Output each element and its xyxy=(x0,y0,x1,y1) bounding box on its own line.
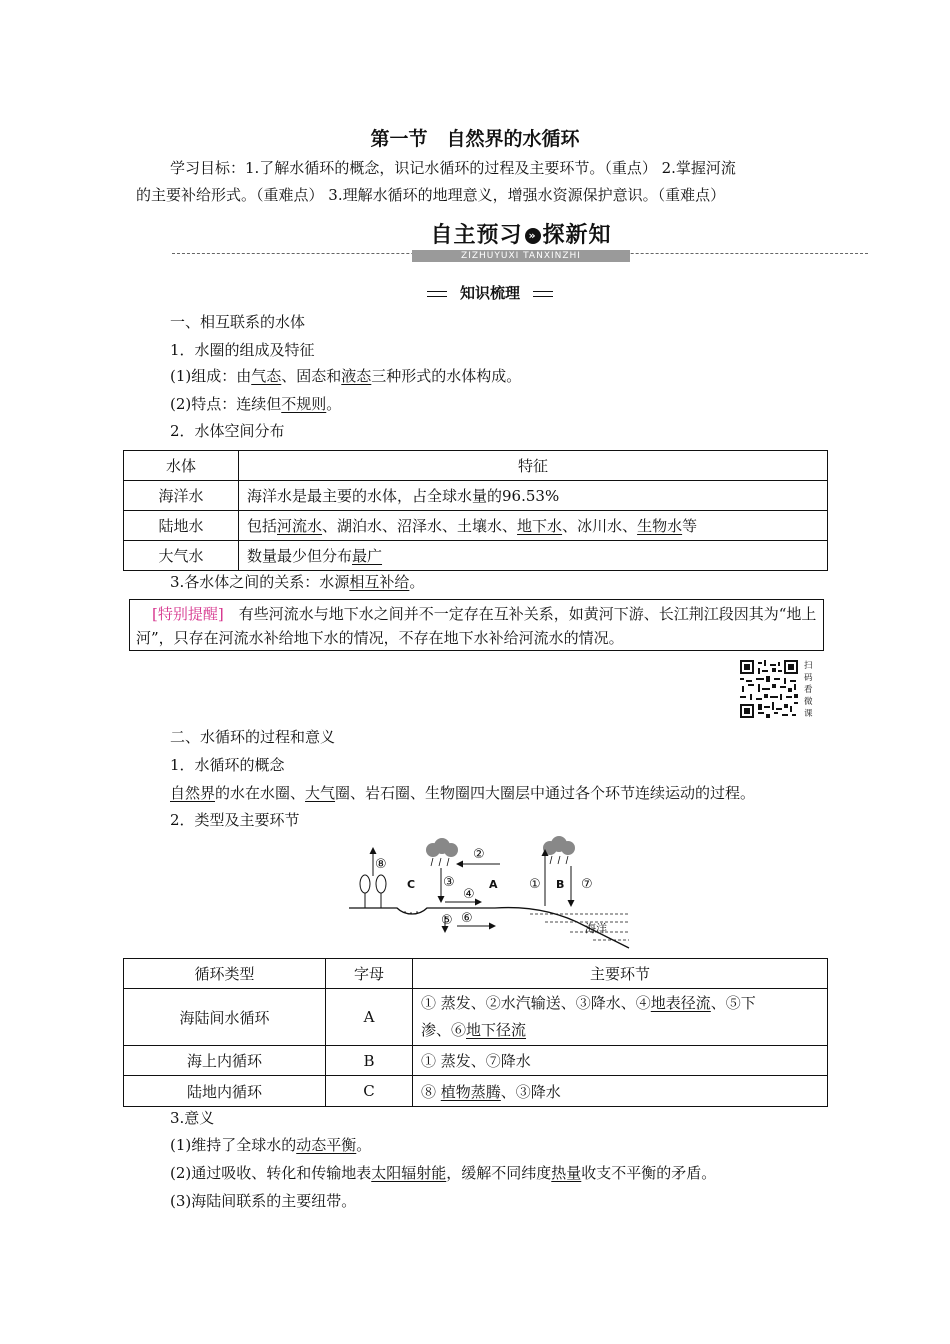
table-row xyxy=(124,541,828,571)
part1-sub2: 2．水体空间分布 xyxy=(170,422,285,440)
answer-atmosphere: 大气 xyxy=(305,784,336,802)
diagram-label: ⑤ xyxy=(441,913,453,928)
cell-line xyxy=(421,1017,819,1044)
meaning-line-2 xyxy=(170,1163,716,1183)
concept-line xyxy=(170,783,755,803)
text-span: 。 xyxy=(409,573,425,591)
table-header-row xyxy=(124,451,828,481)
table-header: 特征 xyxy=(239,451,828,481)
text-span: 、⑤下 xyxy=(710,994,756,1012)
text-span: 。 xyxy=(356,1136,372,1154)
text-span: 。 xyxy=(326,395,342,413)
water-distribution-table xyxy=(123,450,828,571)
table-cell xyxy=(413,989,828,1046)
answer-gas: 气态 xyxy=(251,367,282,385)
feature-line xyxy=(170,394,341,414)
text-span: 、湖泊水、沼泽水、土壤水、 xyxy=(322,517,518,535)
text-span: 圈、岩石圈、生物圈四大圈层中通过各个环节连续运动的过程。 xyxy=(335,784,756,802)
scan-char: 码 xyxy=(804,673,813,683)
table-row xyxy=(124,481,828,511)
special-note-box xyxy=(129,599,824,651)
scan-char: 课 xyxy=(804,709,813,719)
note-tag: [特别提醒] xyxy=(152,605,224,623)
diagram-label: A xyxy=(489,878,498,891)
section-title-text: 知识梳理 xyxy=(459,284,520,302)
water-cycle-diagram xyxy=(345,836,637,950)
table-row xyxy=(124,511,828,541)
text-span: 、③降水 xyxy=(500,1082,561,1101)
diagram-label: ⑥ xyxy=(461,911,473,926)
diagram-label: ⑦ xyxy=(581,877,593,892)
answer-dynamic-balance: 动态平衡 xyxy=(296,1136,357,1154)
objectives-line-1: 学习目标：1.了解水循环的概念，识记水循环的过程及主要环节。（重点） 2.掌握河流 xyxy=(170,159,736,177)
meaning-line-1 xyxy=(170,1135,371,1155)
diagram-label: ④ xyxy=(463,887,475,902)
section-title xyxy=(427,282,553,302)
scan-char: 微 xyxy=(804,697,813,707)
qr-code-icon[interactable] xyxy=(740,660,798,718)
answer-nature: 自然界 xyxy=(170,784,216,802)
part2-sub2: 2．类型及主要环节 xyxy=(170,811,300,829)
meaning-line-3: (3)海陆间联系的主要纽带。 xyxy=(170,1192,357,1210)
banner-left-text: 自主预习 xyxy=(430,223,523,248)
ocean-label: 海洋 xyxy=(585,922,607,935)
sea-surface xyxy=(530,914,629,940)
table-cell: 海陆间水循环 xyxy=(124,989,326,1046)
banner-arrow-icon: » xyxy=(525,228,541,244)
scan-label xyxy=(804,660,816,720)
text-span: ① 蒸发、②水汽输送、③降水、④ xyxy=(421,994,651,1012)
page-title: 第一节 自然界的水循环 xyxy=(370,128,580,150)
objectives-line-2: 的主要补给形式。（重难点） 3.理解水循环的地理意义，增强水资源保护意识。（重难点） xyxy=(136,186,726,204)
note-body: 有些河流水与地下水之间并不一定存在互补关系，如黄河下游、长江荆江段因其为“地上河”，只存在河流水补给地下水的情况，不存在地下水补给河流水的情况。 xyxy=(136,605,817,647)
part1-heading: 一、相互联系的水体 xyxy=(170,313,306,331)
cloud-icon xyxy=(426,836,575,857)
table-header: 水体 xyxy=(124,451,239,481)
text-span: 等 xyxy=(682,517,698,535)
text-span: ，缓解不同纬度 xyxy=(446,1164,552,1182)
tree-icon xyxy=(360,875,386,908)
diagram-label: B xyxy=(556,878,565,891)
answer-irregular: 不规则 xyxy=(281,395,327,413)
learning-objectives xyxy=(136,155,816,209)
answer-surface-runoff: 地表径流 xyxy=(650,994,711,1012)
diagram-label: ③ xyxy=(443,875,455,890)
answer-solar-radiation: 太阳辐射能 xyxy=(371,1164,447,1182)
table-row xyxy=(124,1046,828,1076)
scan-char: 看 xyxy=(804,685,813,695)
part2-heading: 二、水循环的过程和意义 xyxy=(170,728,336,746)
table-cell: C xyxy=(326,1076,413,1107)
text-span: 包括 xyxy=(247,517,278,535)
table-header-row xyxy=(124,959,828,989)
table-cell: 海洋水 xyxy=(124,481,239,511)
composition-line xyxy=(170,366,521,386)
text-span: 收支不平衡的矛盾。 xyxy=(581,1164,717,1182)
note-text xyxy=(136,602,820,650)
table-cell: B xyxy=(326,1046,413,1076)
part1-sub1: 1．水圈的组成及特征 xyxy=(170,341,315,359)
table-cell xyxy=(239,511,828,541)
table-cell xyxy=(413,1076,828,1107)
answer-transpiration: 植物蒸腾 xyxy=(440,1082,501,1101)
text-span: ⑧ xyxy=(421,1082,441,1101)
meaning-heading: 3.意义 xyxy=(170,1109,215,1127)
text-span: 3.各水体之间的关系：水源 xyxy=(170,573,350,591)
table-cell: 陆地内循环 xyxy=(124,1076,326,1107)
section-banner xyxy=(423,218,619,252)
diagram-label: C xyxy=(407,878,416,891)
text-span: 三种形式的水体构成。 xyxy=(371,367,522,385)
answer-liquid: 液态 xyxy=(341,367,372,385)
table-cell: 海洋水是最主要的水体，占全球水量的96.53% xyxy=(239,481,828,511)
water-cycle-table xyxy=(123,958,828,1107)
table-header: 字母 xyxy=(326,959,413,989)
diagram-label: ⑧ xyxy=(375,857,387,872)
left-bar-decoration xyxy=(427,291,447,297)
text-span: 、冰川水、 xyxy=(562,517,638,535)
scan-char: 扫 xyxy=(804,661,813,671)
banner-right-text: 探新知 xyxy=(542,223,612,248)
part2-sub1: 1．水循环的概念 xyxy=(170,756,285,774)
text-span: 的水在水圈、 xyxy=(215,784,306,802)
banner-pinyin: ZIZHUYUXI TANXINZHI xyxy=(412,250,630,262)
table-cell: ① 蒸发、⑦降水 xyxy=(413,1046,828,1076)
right-bar-decoration xyxy=(533,291,553,297)
table-cell: 大气水 xyxy=(124,541,239,571)
answer-mutual: 相互补给 xyxy=(349,573,410,591)
text-span: (2)特点：连续但 xyxy=(170,395,282,413)
text-span: 渗、⑥ xyxy=(421,1021,467,1039)
text-span: (1)维持了全球水的 xyxy=(170,1136,297,1154)
table-cell: A xyxy=(326,989,413,1046)
relation-line xyxy=(170,572,424,592)
text-span: (1)组成：由 xyxy=(170,367,252,385)
text-span: (2)通过吸收、转化和传输地表 xyxy=(170,1164,372,1182)
table-cell xyxy=(239,541,828,571)
table-cell: 海上内循环 xyxy=(124,1046,326,1076)
diagram-label: ① xyxy=(529,877,541,892)
table-header: 循环类型 xyxy=(124,959,326,989)
diagram-label: ② xyxy=(473,847,485,862)
answer-river: 河流水 xyxy=(277,517,323,535)
text-span: 、固态和 xyxy=(281,367,342,385)
table-row xyxy=(124,989,828,1046)
answer-groundwater: 地下水 xyxy=(517,517,563,535)
cell-line xyxy=(421,990,819,1017)
answer-bio: 生物水 xyxy=(637,517,683,535)
answer-groundwater-runoff: 地下径流 xyxy=(466,1021,527,1039)
answer-heat: 热量 xyxy=(551,1164,582,1182)
answer-widest: 最广 xyxy=(352,547,383,565)
text-span: 数量最少但分布 xyxy=(247,547,353,565)
table-row xyxy=(124,1076,828,1107)
table-header: 主要环节 xyxy=(413,959,828,989)
table-cell: 陆地水 xyxy=(124,511,239,541)
